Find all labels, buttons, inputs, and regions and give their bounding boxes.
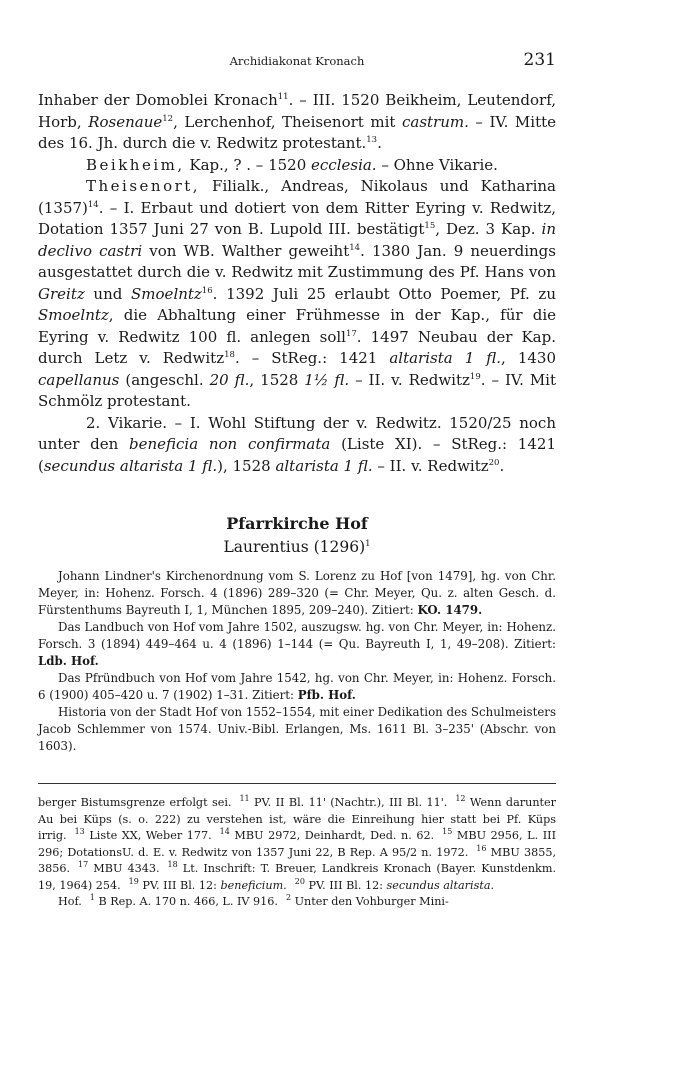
footnote-ref: 14: [87, 199, 99, 210]
footnotes: [38, 795, 556, 911]
text: (angeschl.: [119, 370, 210, 389]
text: . – StReg.: 1421: [234, 349, 390, 367]
footnote-text: MBU 2972, Deinhardt, Ded. n. 62.: [229, 829, 435, 842]
text: , 1430: [501, 349, 557, 367]
paragraph-beikheim: [38, 155, 556, 177]
footnote-number: 13: [74, 827, 85, 837]
text: Filialk., Andreas, Nikolaus und Katharina (1357): [38, 177, 556, 217]
italic-text: 1½ fl.: [304, 370, 350, 389]
footnote-number: 15: [442, 827, 453, 837]
text: (Liste XI). – StReg.: 1421 (: [38, 435, 556, 475]
citation-abbrev: Pfb. Hof.: [297, 688, 356, 702]
footnote-ref: 17: [345, 328, 357, 339]
footnote-number: 20: [294, 876, 305, 886]
text: , die Abhaltung einer Frühmesse in der Kap., für die Eyring v. Redwitz 100 fl. anlegen soll: [38, 306, 556, 346]
italic-text: altarista 1 fl.: [275, 456, 373, 475]
text: – Ohne Vikarie.: [376, 155, 498, 174]
footnote-ref: 14: [349, 242, 361, 253]
text: . – IV. Mit Schmölz protestant.: [38, 370, 557, 410]
source-list: [38, 568, 556, 755]
source-entry: [38, 568, 556, 619]
text: Kap., ? . – 1520: [184, 155, 312, 174]
footnote-number: 2: [285, 893, 292, 903]
footnote-text: PV. III Bl. 12:: [138, 878, 221, 892]
footnote-number: 12: [455, 794, 466, 804]
italic-text: beneficia non confirmata: [128, 435, 331, 453]
footnote-text: MBU 4343.: [88, 862, 160, 875]
footnote-number: 11: [239, 794, 250, 804]
text: .: [377, 134, 382, 152]
footnote-text: MBU 2956, L. III 296; DotationsU. d. E. v. Redwitz von 1357 Juni 22, B Rep. A 95/2 n. 1972.: [38, 829, 556, 859]
subtitle-text: Laurentius (1296): [223, 538, 366, 556]
italic-text: secundus altarista.: [386, 878, 495, 892]
footnote-section-label: Hof.: [58, 895, 82, 908]
italic-text: beneficium.: [220, 878, 287, 892]
text: . – I. Erbaut und dotiert von dem Ritter Eyring v. Redwitz, Dotation 1357 Juni 27 von B. Lupold III. bestätigt: [38, 198, 556, 238]
text: , 1528: [249, 370, 305, 389]
italic-text: Rosenaue: [88, 112, 163, 131]
footnote-ref: 15: [424, 221, 436, 231]
footnote-text: berger Bistumsgrenze erfolgt sei.: [38, 796, 232, 809]
footnotes-main: [38, 795, 556, 894]
source-entry: [38, 704, 556, 755]
text: Das Pfründbuch von Hof vom Jahre 1542, hg. von Chr. Meyer, in: Hohenz. Forsch. 6 (1900) 405–420 u. 7 (1902) 1–31. Zitiert:: [38, 671, 556, 702]
footnote-number: 17: [78, 860, 89, 870]
paragraph-vikarie: [38, 413, 556, 478]
running-title: Archidiakonat Kronach: [229, 54, 365, 68]
italic-text: Greitz: [38, 284, 85, 303]
text: Historia von der Stadt Hof von 1552–1554, mit einer Dedikation des Schulmeisters Jacob Schlemmer von 1574. Univ.-Bibl. Erlangen, Ms. 1611 Bl. 3–235' (Abschr. von 1603).: [38, 705, 556, 753]
footnotes-hof: [38, 894, 556, 911]
italic-text: castrum.: [401, 112, 469, 131]
text: – II. v. Redwitz: [349, 370, 470, 389]
footnote-text: MBU 3855, 3856.: [38, 845, 556, 875]
main-text: [38, 90, 556, 477]
footnote-text: Lt. Inschrift: T. Breuer, Landkreis Kronach (Bayer. Kunstdenkm. 19, 1964) 254.: [38, 862, 556, 892]
footnote-number: 19: [128, 876, 139, 886]
text: .: [499, 456, 505, 475]
section-subtitle: [38, 538, 556, 556]
footnote-ref: 16: [201, 285, 213, 296]
footnote-ref: 1: [365, 538, 371, 549]
source-entry: [38, 619, 556, 670]
footnote-text: Unter den Vohburger Mini-: [291, 895, 449, 908]
citation-abbrev: Ldb. Hof.: [38, 654, 99, 668]
paragraph-theisenort: [38, 176, 556, 413]
footnote-ref: 19: [469, 371, 481, 382]
italic-text: ecclesia.: [311, 155, 377, 174]
italic-text: Smoelntz: [38, 306, 109, 324]
footnote-number: 1: [89, 893, 95, 903]
italic-text: altarista 1 fl.: [389, 349, 502, 367]
text: 2. Vikarie. – I. Wohl Stiftung der v. Redwitz. 1520/25 noch unter den: [38, 413, 556, 453]
text: von WB. Walther geweiht: [142, 241, 350, 260]
footnote-text: PV. III Bl. 12:: [304, 878, 387, 892]
paragraph-domoblei: [38, 90, 556, 155]
italic-text: capellanus: [38, 370, 120, 389]
citation-abbrev: KO. 1479.: [417, 603, 483, 617]
footnote-text: Liste XX, Weber 177.: [84, 829, 212, 842]
footnote-text: PV. II Bl. 11' (Nachtr.), III Bl. 11'.: [249, 796, 448, 809]
italic-text: secundus altarista 1 fl.: [43, 456, 218, 475]
footnote-ref: 20: [488, 457, 500, 468]
text: . – III. 1520 Beikheim, Leutendorf, Horb,: [38, 91, 556, 131]
footnote-ref: 18: [224, 350, 235, 360]
footnote-number: 18: [167, 860, 178, 870]
footnote-number: 16: [476, 843, 487, 853]
text: . 1380 Jan. 9 neuerdings ausgestattet durch die v. Redwitz mit Zustimmung des Pf. Hans von: [38, 241, 556, 281]
italic-text: in declivo castri: [38, 220, 556, 260]
footnote-text: B Rep. A. 170 n. 466, L. IV 916.: [94, 895, 278, 908]
text: Das Landbuch von Hof vom Jahre 1502, auszugsw. hg. von Chr. Meyer, in: Hohenz. Forsch. 3 (1894) 449–464 u. 4 (1896) 1–144 (= Qu. Bayreuth I, 1, 49–208). Zitiert:: [38, 620, 556, 651]
place-name: Beikheim,: [86, 155, 185, 174]
text: . 1392 Juli 25 erlaubt Otto Poemer, Pf. zu: [212, 284, 556, 303]
footnote-number: 14: [219, 827, 230, 837]
place-name: Theisenort,: [86, 177, 201, 195]
text: , Dez. 3 Kap.: [435, 220, 542, 238]
text: Johann Lindner's Kirchenordnung vom S. Lorenz zu Hof [von 1479], hg. von Chr. Meyer, in: Hohenz. Forsch. 4 (1896) 289–320 (= Chr. Meyer, Qu. z. alten Gesch. d. Fürstenthums Bayreuth I, 1, München 1895, 209–240). Zitiert:: [38, 569, 556, 617]
text: und: [84, 284, 132, 303]
footnote-divider: [38, 783, 556, 784]
source-entry: [38, 670, 556, 704]
italic-text: Smoelntz: [131, 284, 202, 303]
text: . 1497 Neubau der Kap. durch Letz v. Redwitz: [38, 327, 556, 367]
text: – IV. Mitte des 16. Jh. durch die v. Redwitz protestant.: [38, 112, 557, 152]
footnote-ref: 11: [277, 92, 289, 102]
section-title: Pfarrkirche Hof: [226, 514, 368, 533]
page-number: 231: [523, 50, 556, 70]
italic-text: 20 fl.: [209, 370, 250, 389]
text: ), 1528: [217, 456, 276, 475]
footnote-ref: 12: [162, 113, 174, 124]
text: , Lerchenhof, Theisenort mit: [173, 112, 402, 131]
text: Inhaber der Domoblei Kronach: [38, 91, 278, 109]
footnote-text: Wenn darunter Au bei Küps (s. o. 222) zu verstehen ist, wäre die Einreihung hier statt bei Pf. Küps irrig.: [38, 796, 556, 842]
page-header: [38, 50, 556, 74]
footnote-ref: 13: [366, 135, 378, 145]
text: – II. v. Redwitz: [372, 456, 489, 475]
